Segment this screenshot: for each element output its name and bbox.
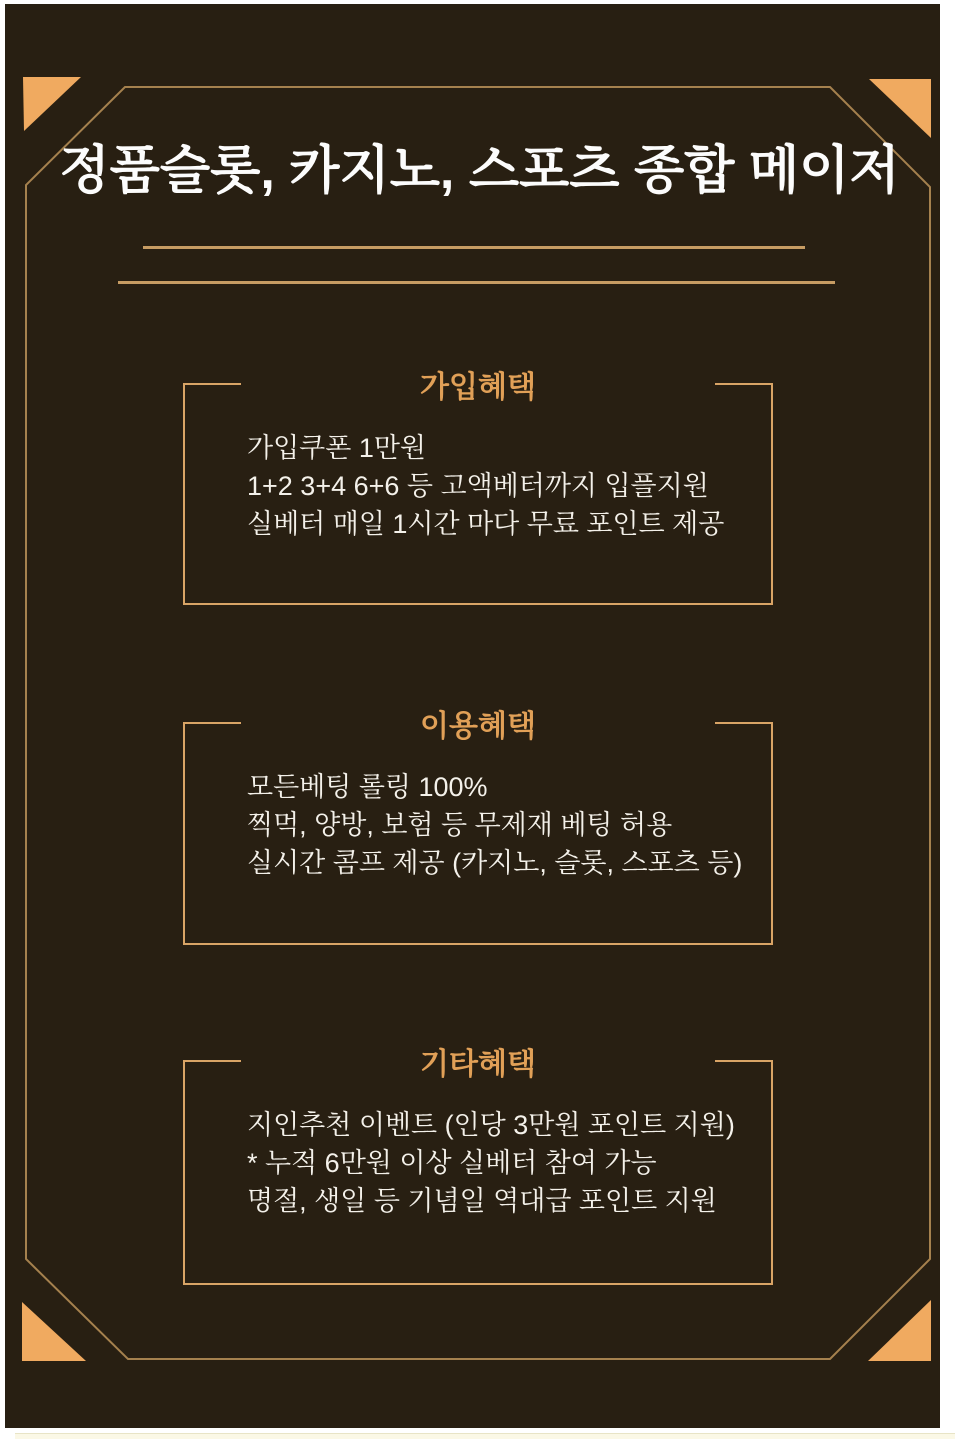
divider-line-bottom <box>118 281 835 284</box>
benefit-line: 찍먹, 양방, 보험 등 무제재 베팅 허용 <box>247 810 673 840</box>
benefit-box-heading: 이용혜택 <box>420 710 536 743</box>
benefit-box-signup <box>183 371 773 605</box>
benefit-box-body <box>185 383 771 543</box>
benefit-box-other <box>183 1048 773 1285</box>
benefit-line: * 누적 6만원 이상 실베터 참여 가능 <box>247 1148 657 1178</box>
benefit-line: 실베터 매일 1시간 마다 무료 포인트 제공 <box>247 509 725 539</box>
divider-line-top <box>143 246 805 249</box>
benefit-line: 1+2 3+4 6+6 등 고액베터까지 입플지원 <box>247 471 709 501</box>
benefit-line: 가입쿠폰 1만원 <box>247 433 427 463</box>
page-bottom-strip <box>15 1433 955 1439</box>
benefit-line: 모든베팅 롤링 100% <box>247 772 488 802</box>
benefit-box-usage <box>183 710 773 945</box>
benefit-box-body <box>185 1060 771 1220</box>
benefit-line: 지인추천 이벤트 (인당 3만원 포인트 지원) <box>247 1110 735 1140</box>
banner-title: 정품슬롯, 카지노, 스포츠 종합 메이저 <box>59 142 900 200</box>
benefit-line: 실시간 콤프 제공 (카지노, 슬롯, 스포츠 등) <box>247 848 743 878</box>
benefit-box-heading: 기타혜택 <box>420 1048 536 1081</box>
benefit-box-heading: 가입혜택 <box>420 371 536 404</box>
benefit-line: 명절, 생일 등 기념일 역대급 포인트 지원 <box>247 1186 717 1216</box>
benefit-box-body <box>185 722 771 882</box>
